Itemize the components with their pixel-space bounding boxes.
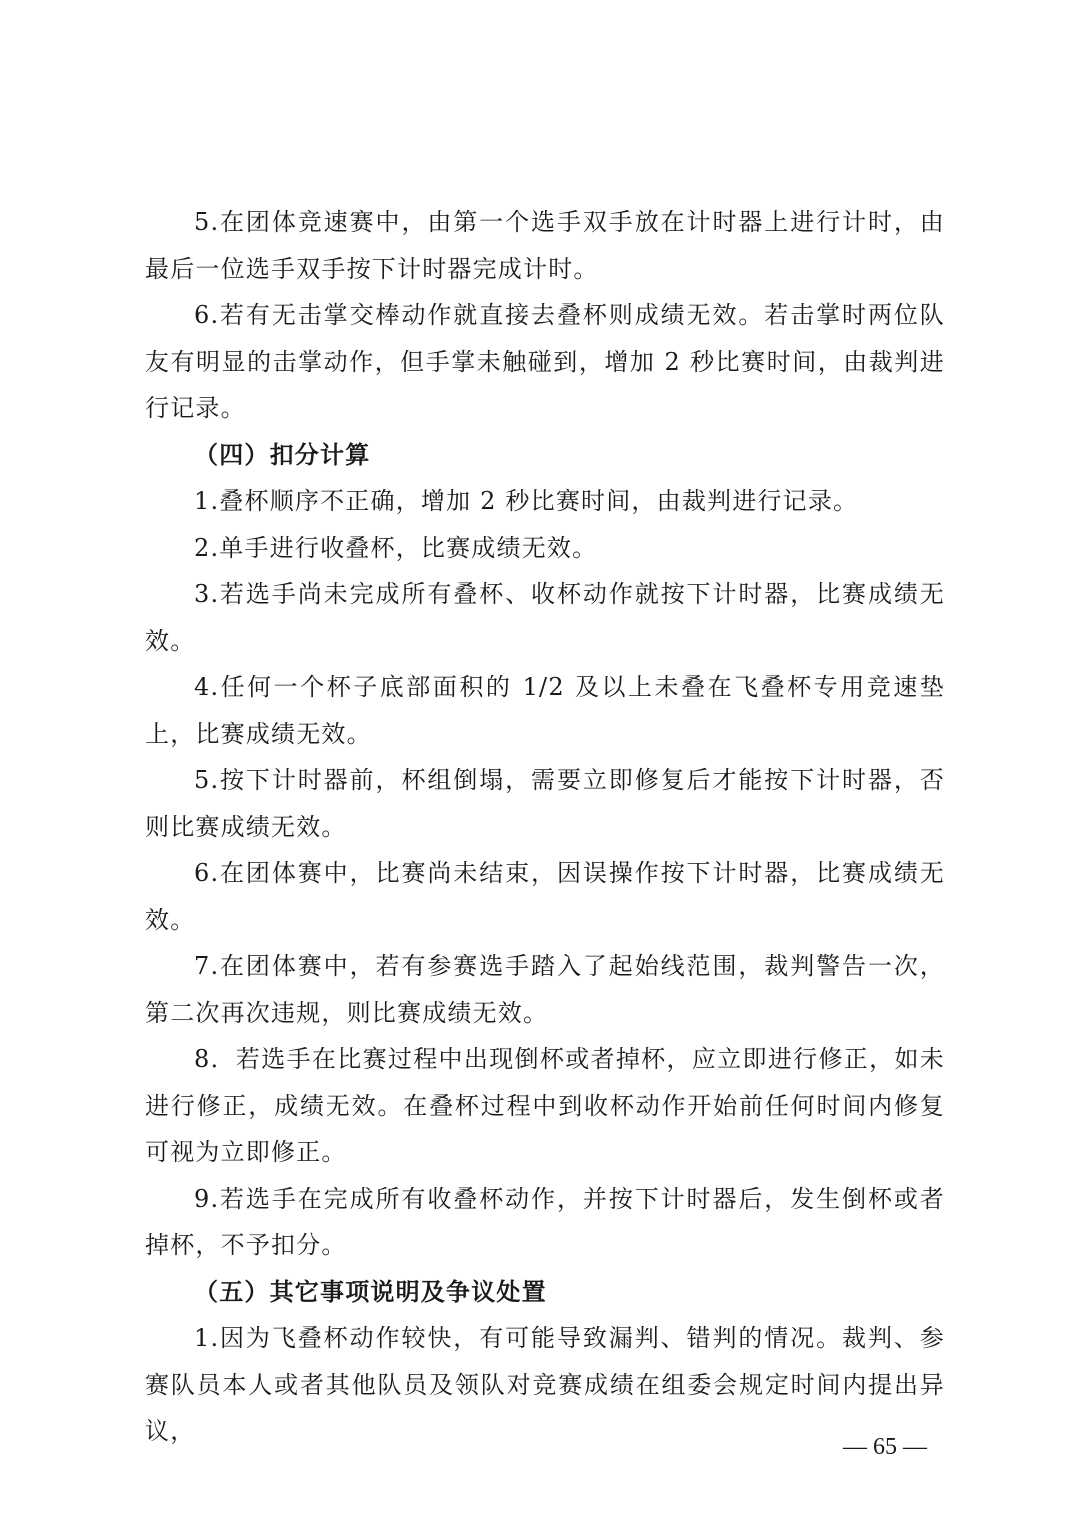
deduction-item-8: 8．若选手在比赛过程中出现倒杯或者掉杯，应立即进行修正，如未进行修正，成绩无效。在叠杯过程中到收杯动作开始前任何时间内修复可视为立即修正。 [145, 1045, 945, 1166]
deduction-item-7: 7.在团体赛中，若有参赛选手踏入了起始线范围，裁判警告一次，第二次再次违规，则比赛成绩无效。 [145, 952, 945, 1027]
deduction-item-5: 5.按下计时器前，杯组倒塌，需要立即修复后才能按下计时器，否则比赛成绩无效。 [145, 766, 945, 841]
deduction-item-1: 1.叠杯顺序不正确，增加 2 秒比赛时间，由裁判进行记录。 [194, 487, 859, 515]
deduction-item-6: 6.在团体赛中，比赛尚未结束，因误操作按下计时器，比赛成绩无效。 [145, 859, 945, 934]
page-body [145, 199, 945, 1455]
other-matters-item-1: 1.因为飞叠杯动作较快，有可能导致漏判、错判的情况。裁判、参赛队员本人或者其他队员及领队对竞赛成绩在组委会规定时间内提出异议， [145, 1324, 945, 1445]
deduction-item-3: 3.若选手尚未完成所有叠杯、收杯动作就按下计时器，比赛成绩无效。 [145, 580, 945, 655]
rule-5-team-timing: 5.在团体竞速赛中，由第一个选手双手放在计时器上进行计时，由最后一位选手双手按下计时器完成计时。 [145, 208, 945, 283]
page-number: — 65 — [843, 1434, 927, 1460]
section-heading-deductions: （四）扣分计算 [194, 439, 371, 469]
deduction-item-2: 2.单手进行收叠杯，比赛成绩无效。 [194, 533, 598, 562]
section-heading-other-matters: （五）其它事项说明及争议处置 [194, 1276, 547, 1306]
deduction-item-9: 9.若选手在完成所有收叠杯动作，并按下计时器后，发生倒杯或者掉杯，不予扣分。 [145, 1184, 945, 1259]
deduction-item-4: 4.任何一个杯子底部面积的 1/2 及以上未叠在飞叠杯专用竞速垫上，比赛成绩无效。 [145, 673, 945, 748]
rule-6-high-five-relay: 6.若有无击掌交棒动作就直接去叠杯则成绩无效。若击掌时两位队友有明显的击掌动作，但手掌未触碰到，增加 2 秒比赛时间，由裁判进行记录。 [145, 301, 945, 422]
